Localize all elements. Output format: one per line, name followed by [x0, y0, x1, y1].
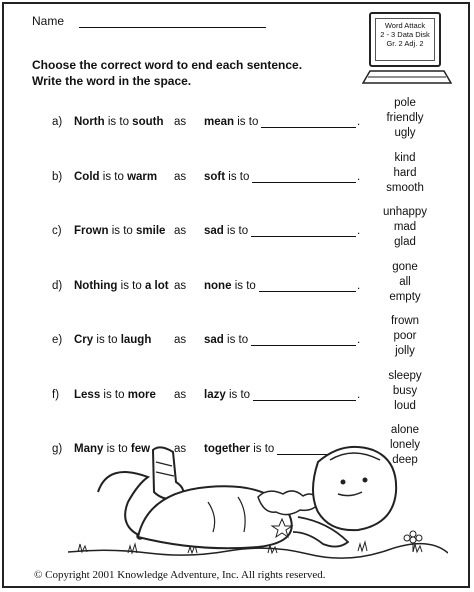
- answer-blank[interactable]: [251, 236, 356, 237]
- answer-blank[interactable]: [251, 345, 356, 346]
- first-word: Cold: [74, 170, 100, 183]
- item-letter: d): [52, 279, 63, 292]
- first-pair: [74, 389, 156, 401]
- as-word: as: [174, 334, 187, 346]
- second-pair: [204, 280, 256, 292]
- logo-line-1: Word Attack: [384, 21, 426, 30]
- word-choice: ugly: [394, 127, 416, 139]
- item-letter: a): [52, 116, 63, 128]
- connector-text: is to: [227, 225, 249, 237]
- answer-blank[interactable]: [261, 127, 356, 128]
- word-choice: smooth: [386, 181, 424, 194]
- first-word: North: [74, 116, 105, 128]
- word-choice: jolly: [395, 345, 415, 357]
- connector-text: is to: [237, 116, 259, 128]
- word-choice: alone: [390, 424, 420, 436]
- word-choice: loud: [394, 399, 416, 412]
- item-letter: b): [52, 170, 63, 183]
- connector-text: is to: [102, 170, 124, 183]
- first-word: Many: [74, 443, 104, 455]
- item-letter: f): [52, 388, 60, 401]
- second-pair: [204, 225, 248, 237]
- as-word: as: [174, 225, 187, 237]
- as-word: as: [174, 116, 187, 128]
- word-choices: [376, 423, 434, 468]
- word-choices: [376, 205, 434, 250]
- first-pair: [74, 334, 151, 346]
- first-word: Cry: [74, 334, 94, 346]
- connector-text: is to: [103, 388, 125, 401]
- word-choice: all: [399, 275, 411, 288]
- first-pair: [74, 116, 163, 128]
- word-choice: mad: [393, 221, 417, 233]
- connector-text: is to: [96, 334, 118, 346]
- connector-text: is to: [227, 334, 249, 346]
- first-word: Nothing: [74, 279, 118, 292]
- second-word: south: [132, 116, 164, 128]
- second-word: laugh: [120, 334, 152, 346]
- third-word: lazy: [204, 388, 226, 401]
- third-word: together: [204, 443, 250, 455]
- item-letter: e): [52, 334, 63, 346]
- third-word: soft: [204, 170, 226, 183]
- third-word: mean: [204, 116, 235, 128]
- second-pair: [204, 116, 258, 128]
- connector-text: is to: [228, 388, 251, 401]
- name-label: Name: [32, 14, 65, 28]
- connector-text: is to: [253, 443, 275, 455]
- connector-text: is to: [107, 116, 129, 128]
- word-choices: [376, 151, 434, 196]
- word-choice: busy: [392, 384, 418, 397]
- word-choice: sleepy: [388, 369, 422, 382]
- computer-logo: [359, 10, 455, 86]
- second-pair: [204, 171, 249, 183]
- sentence-period: .: [357, 279, 361, 292]
- logo-line-2: 2 - 3 Data Disk: [380, 30, 430, 39]
- word-choices: [376, 260, 434, 305]
- instructions: [32, 57, 302, 89]
- connector-text: is to: [234, 279, 256, 292]
- sentence-period: .: [357, 388, 361, 401]
- sentence-period: .: [357, 170, 361, 183]
- first-pair: [74, 280, 169, 292]
- first-word: Less: [74, 388, 101, 401]
- as-word: as: [174, 388, 187, 401]
- connector-text: is to: [120, 279, 142, 292]
- third-word: sad: [204, 225, 224, 237]
- instructions-line-1: Choose the correct word to end each sentence.: [32, 58, 303, 72]
- word-choice: kind: [394, 151, 416, 164]
- screen-bezel: [375, 18, 435, 61]
- connector-text: is to: [111, 225, 133, 237]
- keyboard-icon: [362, 70, 452, 84]
- word-choice: empty: [389, 290, 421, 303]
- name-line: [79, 27, 266, 28]
- word-choice: lonely: [389, 439, 421, 451]
- logo-line-3: Gr. 2 Adj. 2: [386, 39, 424, 48]
- word-choice: glad: [394, 236, 416, 248]
- copyright-text: © Copyright 2001 Knowledge Adventure, Inc. All rights reserved.: [34, 569, 326, 581]
- answer-blank[interactable]: [252, 182, 356, 183]
- instructions-line-2: Write the word in the space.: [32, 74, 192, 88]
- word-choice: unhappy: [382, 206, 428, 218]
- item-letter: g): [52, 443, 63, 455]
- word-choices: [376, 314, 434, 359]
- as-word: as: [174, 279, 187, 292]
- word-choices: [376, 369, 434, 414]
- sentence-period: .: [357, 225, 361, 237]
- computer-screen: [369, 12, 441, 67]
- word-choice: friendly: [386, 112, 424, 124]
- first-pair: [74, 225, 165, 237]
- sentence-period: .: [357, 116, 361, 128]
- answer-blank[interactable]: [253, 400, 356, 401]
- second-word: a lot: [144, 279, 169, 292]
- worksheet: [2, 2, 470, 588]
- second-pair: [204, 334, 248, 346]
- connector-text: is to: [228, 170, 250, 183]
- word-choice: deep: [392, 454, 418, 466]
- word-choice: frown: [390, 315, 420, 327]
- as-word: as: [174, 170, 187, 183]
- answer-blank[interactable]: [259, 291, 356, 292]
- word-choice: gone: [392, 260, 418, 273]
- word-choices: [376, 96, 434, 141]
- sentence-period: .: [357, 334, 361, 346]
- connector-text: is to: [106, 443, 128, 455]
- second-pair: [204, 389, 250, 401]
- second-word: warm: [127, 170, 158, 183]
- word-choice: poor: [393, 330, 417, 342]
- third-word: sad: [204, 334, 224, 346]
- second-word: more: [127, 388, 156, 401]
- first-word: Frown: [74, 225, 109, 237]
- third-word: none: [204, 279, 232, 292]
- second-word: few: [130, 443, 151, 455]
- as-word: as: [174, 443, 187, 455]
- second-word: smile: [136, 225, 166, 237]
- first-pair: [74, 171, 157, 183]
- item-letter: c): [52, 225, 62, 237]
- word-choice: hard: [393, 166, 417, 179]
- word-choice: pole: [394, 97, 416, 109]
